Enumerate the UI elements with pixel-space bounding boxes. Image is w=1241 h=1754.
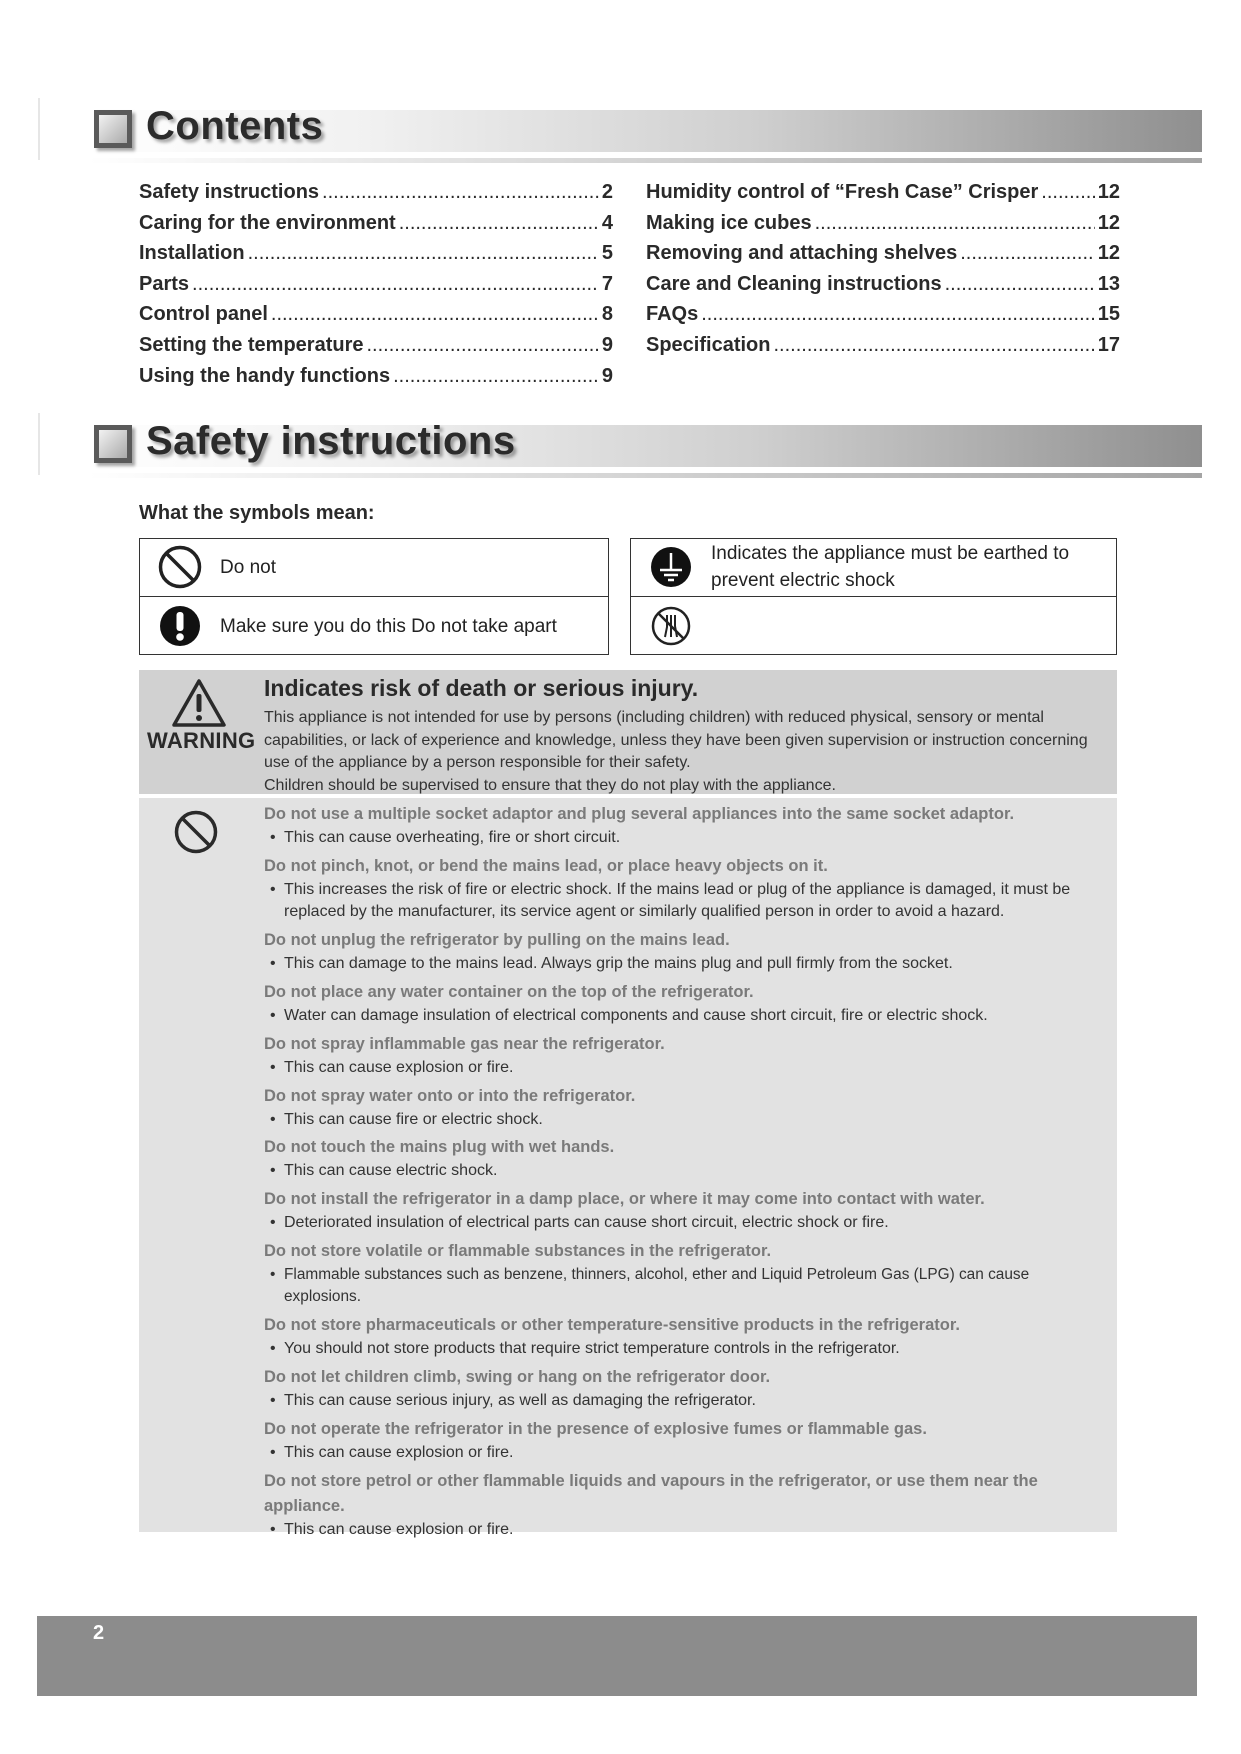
- toc-leader: [271, 303, 599, 326]
- prohibition-item: [264, 1417, 1109, 1465]
- prohibition-detail: • You should not store products that require strict temperature controls in the refrigerator.: [264, 1338, 1109, 1361]
- prohibition-item: [264, 854, 1109, 924]
- banner-edge: [38, 98, 40, 160]
- prohibition-detail: • This can cause serious injury, as well as damaging the refrigerator.: [264, 1390, 1109, 1413]
- prohibition-detail: • Water can damage insulation of electrical components and cause short circuit, fire or electric shock.: [264, 1005, 1109, 1028]
- prohibition-detail: • This can cause electric shock.: [264, 1160, 1109, 1183]
- prohibition-icon: [140, 539, 220, 595]
- toc-entry[interactable]: [139, 242, 613, 273]
- toc-leader: [192, 273, 599, 296]
- prohibition-detail: • This can cause fire or electric shock.: [264, 1109, 1109, 1132]
- symbol-divider: [631, 596, 1116, 597]
- toc-entry[interactable]: [646, 212, 1120, 243]
- prohibitions-list: [264, 802, 1109, 1545]
- symbol-row-earthed: [631, 539, 1116, 595]
- symbol-legend-left: [139, 538, 609, 655]
- toc-label: Removing and attaching shelves: [646, 242, 958, 265]
- toc-leader: [945, 273, 1095, 296]
- page-footer: [37, 1616, 1197, 1696]
- toc-right: [646, 181, 1120, 365]
- prohibition-item: [264, 1032, 1109, 1080]
- toc-leader: [960, 242, 1095, 265]
- prohibition-heading: Do not let children climb, swing or hang on the refrigerator door.: [264, 1368, 771, 1386]
- prohibition-item: [264, 1469, 1109, 1542]
- banner-underline: [88, 473, 1202, 478]
- toc-page: 15: [1097, 303, 1120, 326]
- toc-entry[interactable]: [139, 365, 613, 396]
- mandatory-icon: [140, 598, 220, 654]
- prohibition-heading: Do not operate the refrigerator in the presence of explosive fumes or flammable gas.: [264, 1419, 927, 1438]
- prohibition-item: [264, 1239, 1109, 1309]
- toc-page: 5: [601, 242, 613, 265]
- symbols-heading: What the symbols mean:: [139, 502, 375, 524]
- toc-label: Using the handy functions: [139, 364, 391, 387]
- prohibition-detail: • This can damage to the mains lead. Always grip the mains plug and pull firmly from the socket.: [264, 953, 1109, 976]
- toc-entry[interactable]: [646, 181, 1120, 212]
- prohibition-heading: Do not place any water container on the top of the refrigerator.: [264, 982, 754, 1001]
- symbol-row-make-sure: [140, 598, 608, 654]
- toc-page: 12: [1097, 211, 1120, 234]
- toc-leader: [773, 334, 1094, 357]
- prohibition-item: [264, 1187, 1109, 1235]
- toc-label: Humidity control of “Fresh Case” Crisper: [646, 181, 1039, 203]
- banner-edge: [38, 413, 40, 475]
- prohibition-detail: • This increases the risk of fire or electric shock. If the mains lead or plug of the appliance is damaged, it must be replaced by the manufacturer, its service agent or similarly qualified person in order to avoid a hazard.: [264, 879, 1109, 924]
- prohibition-item: [264, 802, 1109, 850]
- prohibition-heading: Do not use a multiple socket adaptor and plug several appliances into the same socket adaptor.: [264, 805, 1015, 823]
- toc-page: 4: [601, 211, 613, 234]
- toc-leader: [393, 365, 599, 388]
- toc-leader: [701, 303, 1095, 326]
- symbol-text-line: Indicates the appliance must be earthed to: [711, 543, 1070, 564]
- prohibition-heading: Do not touch the mains plug with wet hands.: [264, 1138, 615, 1157]
- warning-header: [139, 670, 1117, 794]
- symbol-text: Make sure you do this Do not take apart: [220, 615, 557, 637]
- toc-entry[interactable]: [139, 273, 613, 304]
- contents-banner: [38, 98, 1198, 160]
- toc-entry[interactable]: [646, 242, 1120, 273]
- prohibition-item: [264, 1135, 1109, 1183]
- toc-page: 2: [601, 181, 613, 203]
- prohibition-heading: Do not unplug the refrigerator by pulling on the mains lead.: [264, 931, 730, 950]
- toc-label: FAQs: [646, 303, 699, 326]
- toc-label: Caring for the environment: [139, 211, 396, 234]
- toc-leader: [248, 242, 599, 265]
- symbol-text: Do not: [220, 556, 276, 578]
- contents-title: Contents: [146, 104, 324, 148]
- prohibition-icon: [173, 809, 219, 860]
- prohibition-item: [264, 1365, 1109, 1413]
- prohibition-heading: Do not spray water onto or into the refrigerator.: [264, 1086, 636, 1105]
- prohibition-item: [264, 980, 1109, 1028]
- toc-page: 12: [1097, 181, 1120, 203]
- safety-title: Safety instructions: [146, 419, 516, 463]
- toc-entry[interactable]: [646, 334, 1120, 365]
- prohibition-heading: Do not store volatile or flammable substances in the refrigerator.: [264, 1241, 772, 1260]
- prohibition-detail: • This can cause explosion or fire.: [264, 1519, 1109, 1542]
- prohibition-heading: Do not install the refrigerator in a damp place, or where it may come into contact with water.: [264, 1190, 985, 1209]
- toc-label: Making ice cubes: [646, 211, 812, 234]
- prohibition-heading: Do not pinch, knot, or bend the mains lead, or place heavy objects on it.: [264, 856, 828, 875]
- toc-label: Setting the temperature: [139, 333, 364, 356]
- prohibition-detail: • This can cause explosion or fire.: [264, 1057, 1109, 1080]
- symbol-divider: [140, 596, 608, 597]
- toc-page: 13: [1097, 272, 1120, 295]
- page-number: 2: [93, 1622, 105, 1644]
- toc-label: Care and Cleaning instructions: [646, 272, 942, 295]
- prohibition-detail: • Flammable substances such as benzene, thinners, alcohol, ether and Liquid Petroleum Gas (LPG) can cause explosions.: [264, 1264, 1109, 1309]
- toc-leader: [1041, 181, 1094, 204]
- prohibition-detail: • Deteriorated insulation of electrical parts can cause short circuit, electric shock or fire.: [264, 1212, 1109, 1235]
- prohibitions-panel: [139, 798, 1117, 1538]
- toc-entry[interactable]: [139, 334, 613, 365]
- toc-entry[interactable]: [646, 273, 1120, 304]
- toc-entry[interactable]: [139, 181, 613, 212]
- warning-paragraph: Children should be supervised to ensure that they do not play with the appliance.: [264, 776, 836, 794]
- warning-triangle-icon: [171, 678, 227, 733]
- toc-leader: [322, 181, 599, 204]
- prohibition-heading: Do not store petrol or other flammable liquids and vapours in the refrigerator, or use them near the appliance.: [264, 1471, 1038, 1515]
- toc-entry[interactable]: [139, 303, 613, 334]
- prohibition-item: [264, 1084, 1109, 1132]
- prohibition-item: [264, 928, 1109, 976]
- toc-label: Parts: [139, 272, 190, 295]
- warning-label: WARNING: [147, 728, 256, 753]
- toc-entry[interactable]: [646, 303, 1120, 334]
- toc-label: Control panel: [139, 303, 268, 326]
- toc-page: 8: [601, 303, 613, 326]
- symbol-row-do-not: [140, 539, 608, 595]
- prohibition-heading: Do not store pharmaceuticals or other temperature-sensitive products in the refrigerator.: [264, 1316, 960, 1335]
- safety-banner: [38, 413, 1198, 475]
- square-bullet-icon: [94, 425, 132, 463]
- banner-underline: [88, 158, 1202, 163]
- toc-page: 12: [1097, 242, 1120, 265]
- warning-paragraph: This appliance is not intended for use by persons (including children) with reduced physical, sensory or mental capabilities, or lack of experience and knowledge, unless they have been given supervision or instruction concerning use of the appliance by a person responsible for their safety.: [264, 709, 1088, 772]
- square-bullet-icon: [94, 110, 132, 148]
- symbol-text: [711, 540, 1069, 594]
- toc-leader: [366, 334, 598, 357]
- prohibition-detail: • This can cause overheating, fire or short circuit.: [264, 827, 1109, 850]
- no-disassembly-icon: [631, 598, 711, 654]
- toc-leader: [815, 212, 1095, 235]
- warning-title: Indicates risk of death or serious injury.: [264, 675, 699, 701]
- toc-page: 9: [601, 333, 613, 356]
- symbol-row-no-disassembly: [631, 598, 1116, 654]
- toc-label: Specification: [646, 333, 771, 356]
- prohibition-detail: • This can cause explosion or fire.: [264, 1442, 1109, 1465]
- earth-ground-icon: [631, 539, 711, 595]
- prohibition-item: [264, 1313, 1109, 1361]
- toc-entry[interactable]: [139, 212, 613, 243]
- warning-body: [264, 707, 1109, 797]
- toc-label: Installation: [139, 242, 245, 265]
- prohibition-heading: Do not spray inflammable gas near the refrigerator.: [264, 1034, 665, 1053]
- toc-page: 7: [601, 272, 613, 295]
- toc-page: 9: [601, 364, 613, 387]
- symbol-text-line: prevent electric shock: [711, 570, 895, 591]
- toc-leader: [399, 212, 599, 235]
- toc-left: [139, 181, 613, 395]
- symbol-legend-right: [630, 538, 1117, 655]
- toc-page: 17: [1097, 333, 1120, 356]
- toc-label: Safety instructions: [139, 181, 320, 203]
